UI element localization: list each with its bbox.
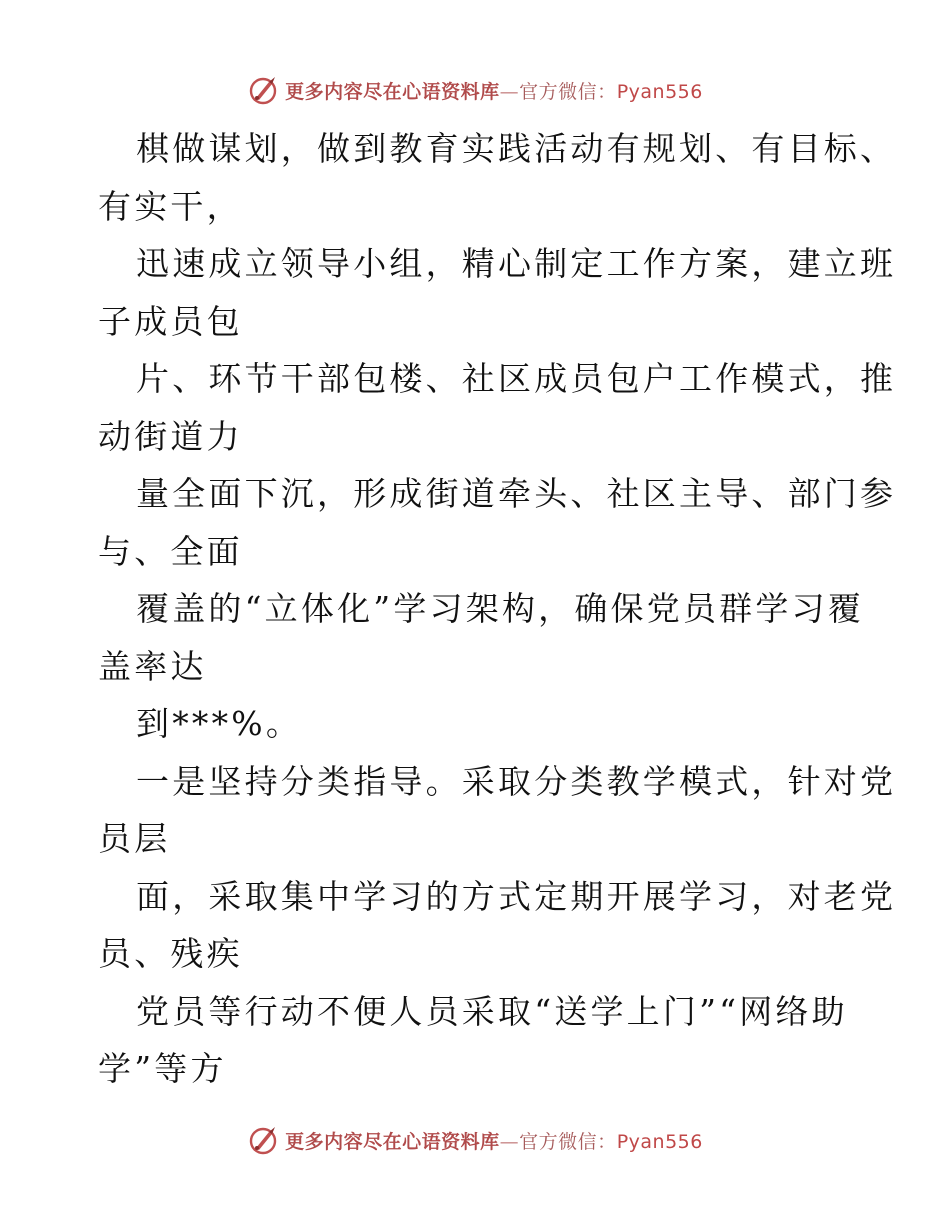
text-line: 量全面下沉，形成街道牵头、社区主导、部门参	[136, 474, 897, 513]
text-line: 员层	[98, 819, 171, 858]
text-line: 迅速成立领导小组，精心制定工作方案，建立班	[136, 244, 897, 283]
banner-dash: —	[499, 80, 520, 103]
banner-brand: 更多内容尽在心语资料库	[285, 1130, 500, 1153]
banner-wechat-id: Pyan556	[616, 1130, 703, 1153]
text-line: 棋做谋划，做到教育实践活动有规划、有目标、	[136, 129, 897, 168]
quill-logo-icon	[247, 1124, 279, 1156]
text-line: 到***%。	[136, 704, 303, 743]
banner-content	[247, 74, 703, 106]
text-line: 覆盖的“立体化”学习架构，确保党员群学习覆	[136, 589, 864, 628]
text-line: 有实干，	[98, 186, 243, 226]
banner-wechat-label: 官方微信：	[519, 1130, 617, 1153]
header-banner	[0, 70, 950, 110]
text-line: 子成员包	[98, 301, 243, 341]
text-line: 学”等方	[98, 1049, 227, 1088]
text-line: 一是坚持分类指导。采取分类教学模式，针对党	[136, 761, 897, 801]
text-line: 盖率达	[98, 646, 207, 686]
banner-dash: —	[499, 1130, 520, 1153]
document-body	[98, 120, 897, 1098]
banner-content	[247, 1124, 703, 1156]
footer-banner	[0, 1120, 950, 1160]
banner-text	[285, 1127, 703, 1154]
banner-brand: 更多内容尽在心语资料库	[285, 80, 500, 103]
text-line: 员、残疾	[98, 934, 243, 973]
text-line: 动街道力	[98, 416, 243, 456]
text-line: 片、环节干部包楼、社区成员包户工作模式，推	[136, 359, 897, 398]
quill-logo-icon	[247, 74, 279, 106]
text-line: 党员等行动不便人员采取“送学上门”“网络助	[136, 991, 848, 1031]
text-line: 与、全面	[98, 531, 243, 571]
text-line: 面，采取集中学习的方式定期开展学习，对老党	[136, 876, 897, 916]
banner-wechat-label: 官方微信：	[519, 80, 617, 103]
banner-wechat-id: Pyan556	[616, 80, 703, 103]
banner-text	[285, 77, 703, 104]
